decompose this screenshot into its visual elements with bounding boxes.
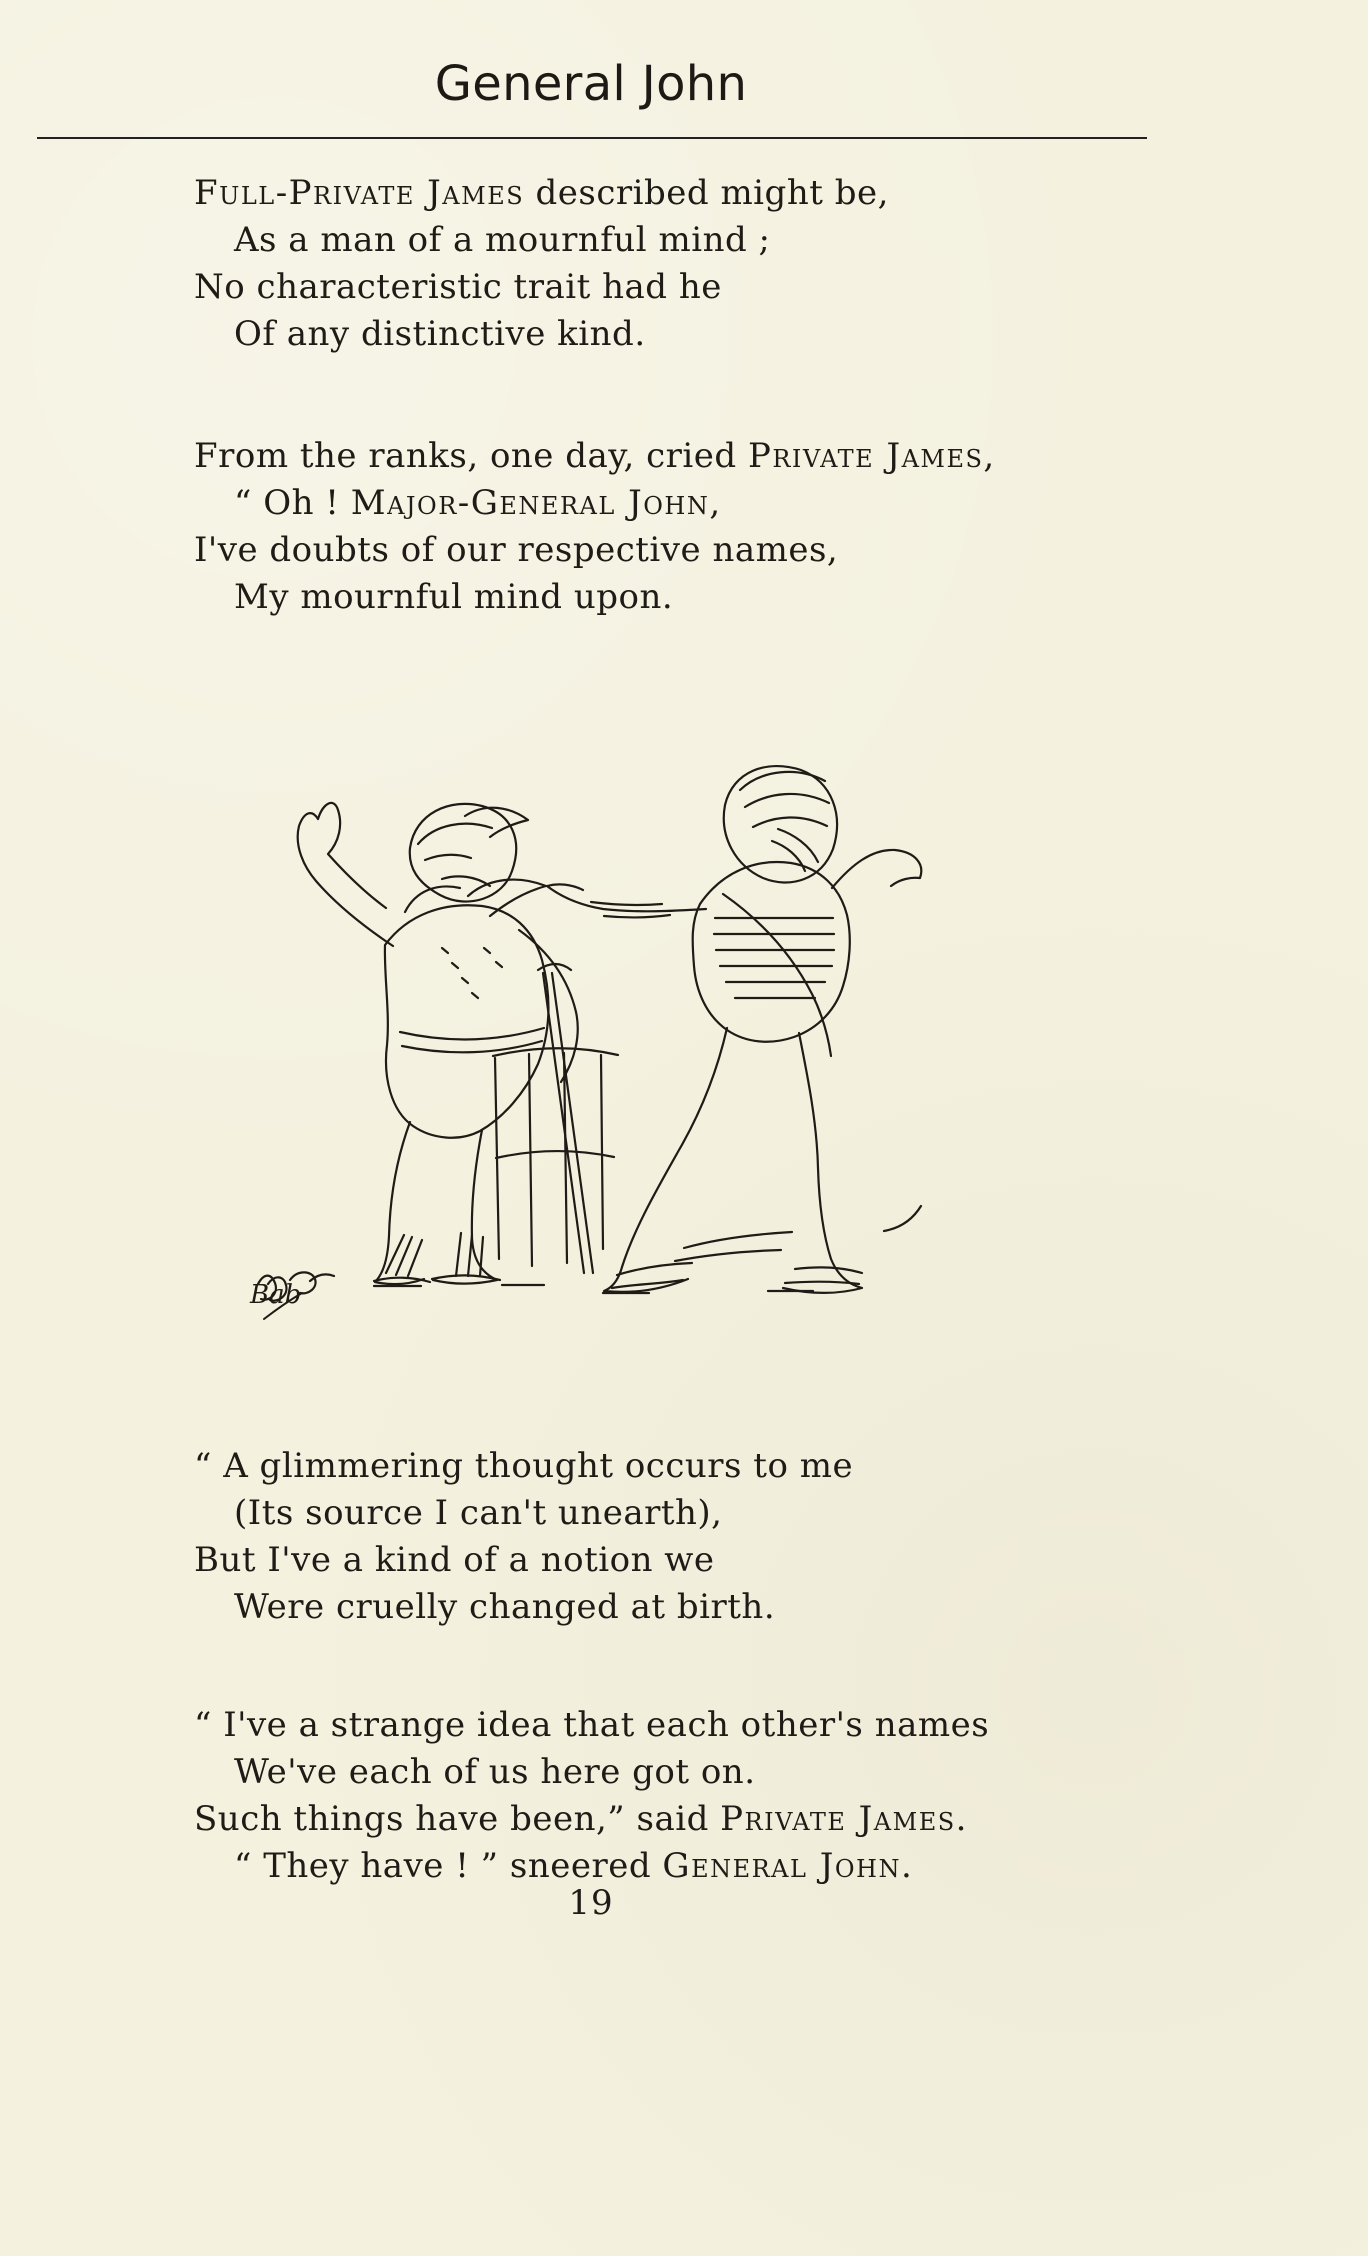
private-left-arm [547,884,706,911]
stanza-2 [194,433,1054,621]
character-name: Major-General John, [350,483,722,523]
private-boot-hatch [612,1263,862,1288]
general-raised-arm [298,803,393,946]
illustration-drawing [220,728,940,1328]
signature-text: Bab [250,1280,302,1310]
stanza-1-line-1 [194,170,1054,217]
stanza-1 [194,170,1054,358]
character-name: General John. [662,1846,914,1886]
stanza-2-line-1 [194,433,1054,480]
running-title: General John [434,56,748,112]
general-belt [400,1028,544,1052]
general-boot-hatch [374,1233,500,1282]
character-name: Full-Private James [194,173,525,213]
general-right-leg [433,1130,497,1284]
private-torso [693,862,850,1042]
stanza-3 [194,1443,1054,1631]
private-right-arm [832,850,921,888]
stanza-2-line-3: I've doubts of our respective names, [194,530,839,570]
stanza-1-line-3: No characteristic trait had he [194,267,722,307]
stanza-4-line-1: “ I've a strange idea that each other's names [194,1705,990,1745]
private-motion-lines [675,1206,921,1261]
stanza-2-line-4: My mournful mind upon. [234,577,674,617]
stanza-4-line-3 [194,1796,1054,1843]
character-name: Private James. [720,1799,968,1839]
stanza-3-line-1: “ A glimmering thought occurs to me [194,1446,854,1486]
general-buttons [442,948,502,998]
artist-signature [249,1272,334,1319]
stanza-1-line-4: Of any distinctive kind. [234,314,646,354]
stanza-4-line-2: We've each of us here got on. [234,1752,756,1792]
private-left-leg [604,1028,727,1292]
character-name: Private James, [747,436,996,476]
ground-scribbles [374,1285,813,1293]
private-hair [740,772,829,827]
general-left-leg [375,1122,424,1284]
general-head [410,804,516,902]
private-head [724,766,837,882]
general-hair [418,824,492,886]
private-right-leg [783,1033,862,1293]
stanza-1-line-2: As a man of a mournful mind ; [234,220,771,260]
verse-text: described might be, [524,173,889,213]
header-divider [37,137,1147,139]
stanza-2-line-2 [194,480,1054,527]
general-body [385,905,549,1137]
stanza-3-line-2: (Its source I can't unearth), [234,1493,723,1533]
bab-illustration [220,728,940,1328]
chair [493,1048,618,1266]
verse-text: “ Oh ! [234,483,351,523]
stanza-4 [194,1702,1054,1890]
page-number: 19 [568,1883,614,1923]
verse-text: From the ranks, one day, cried [194,436,748,476]
private-chest-lines [714,918,834,998]
verse-text: Such things have been,” said [194,1799,721,1839]
verse-text: “ They have ! ” sneered [234,1846,663,1886]
stanza-3-line-4: Were cruelly changed at birth. [234,1587,776,1627]
stanza-3-line-3: But I've a kind of a notion we [194,1540,715,1580]
